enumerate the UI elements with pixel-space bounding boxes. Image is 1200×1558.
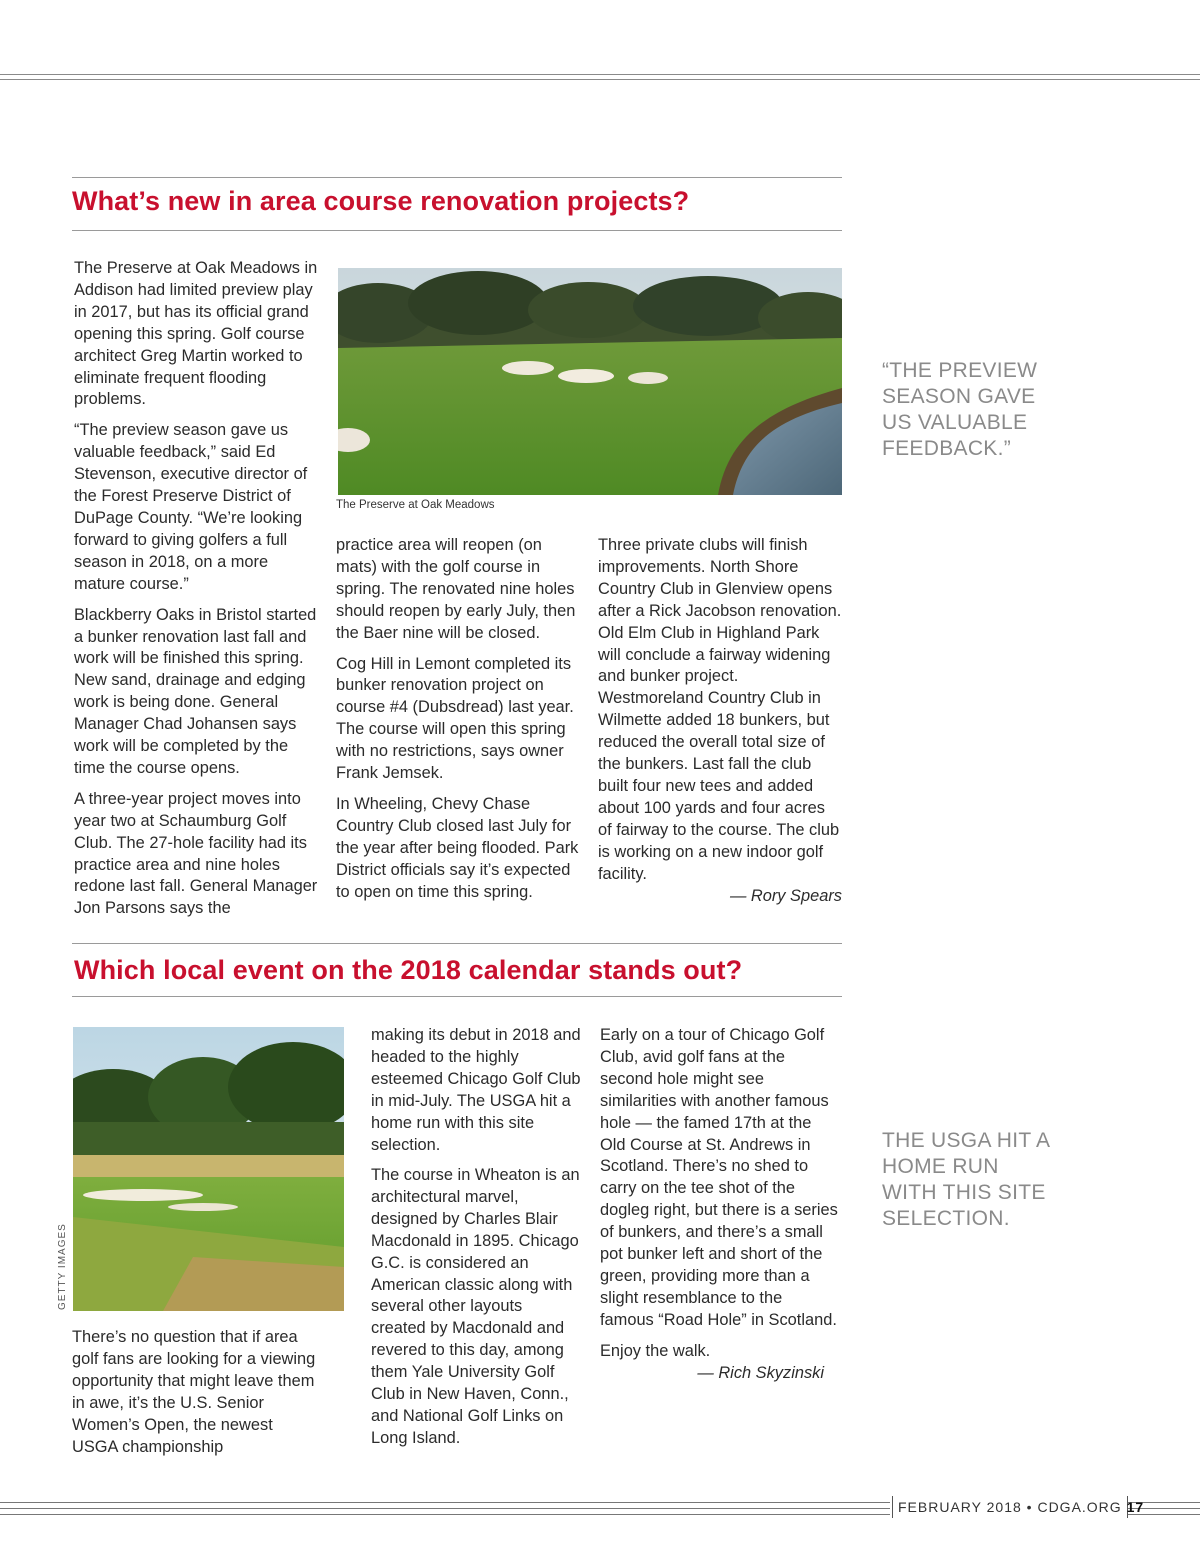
top-rule-secondary xyxy=(0,79,1200,80)
paragraph: making its debut in 2018 and headed to the highly esteemed Chicago Golf Club in mid-July. The USGA hit a home run with this site selection. xyxy=(371,1026,581,1154)
paragraph: Three private clubs will finish improvements. North Shore Country Club in Glenview opens after a Rick Jacobson renovation. Old Elm Club in Highland Park will conclude a fairway widening and bunker project. Westmoreland Country Club in Wilmette added 18 bunkers, but reduced the overall total size of the bunkers. Last fall the club built four new tees and added about 100 yards and four acres of fairway to the course. The club is working on a new indoor golf facility. xyxy=(598,536,842,883)
section1-top-rule xyxy=(72,177,842,178)
section2-heading-rule xyxy=(72,996,842,997)
author-signature: — Rich Skyzinski xyxy=(697,1363,824,1382)
photo-caption: The Preserve at Oak Meadows xyxy=(336,499,495,511)
footer-divider-left xyxy=(892,1496,893,1518)
paragraph-wrap xyxy=(336,1165,581,1450)
section2-heading: Which local event on the 2018 calendar stands out? xyxy=(74,955,743,985)
issue-date: FEBRUARY 2018 xyxy=(898,1499,1022,1515)
page-number: 17 xyxy=(1126,1499,1145,1515)
section2-column-2-cont xyxy=(336,1165,581,1450)
paragraph: Enjoy the walk. xyxy=(600,1341,711,1360)
section1-heading-rule xyxy=(72,230,842,231)
paragraph: Blackberry Oaks in Bristol started a bunker renovation last fall and work will be finished this spring. New sand, drainage and edging work is being done. General Manager Chad Johansen says work will be completed by the time the course opens. xyxy=(74,605,317,777)
site-name: CDGA.ORG xyxy=(1037,1499,1122,1515)
section1-heading: What’s new in area course renovation projects? xyxy=(72,186,690,216)
chicago-golf-club-photo xyxy=(73,1027,344,1311)
paragraph: Cog Hill in Lemont completed its bunker renovation project on course #4 (Dubsdread) last year. The course will open this spring with no restrictions, says owner Frank Jemsek. xyxy=(336,654,574,783)
section2-column-3 xyxy=(600,1025,840,1385)
paragraph: practice area will reopen (on mats) with the golf course in spring. The renovated nine holes should reopen by early July, then the Baer nine will be closed. xyxy=(336,536,576,642)
author-signature: — Rory Spears xyxy=(729,886,842,905)
top-rule xyxy=(0,74,1200,75)
paragraph: In Wheeling, Chevy Chase Country Club closed last July for the year after being flooded. Park District officials say it’s expected to open on time this spring. xyxy=(336,794,579,901)
paragraph: The Preserve at Oak Meadows in Addison had limited preview play in 2017, but has its official grand opening this spring. Golf course architect Greg Martin worked to eliminate frequent flooding problems. xyxy=(74,259,318,409)
paragraph: Early on a tour of Chicago Golf Club, avid golf fans at the second hole might see similarities with another famous hole — the famed 17th at the Old Course at St. Andrews in Scotland. There’s no shed to carry on the tee shot of the dogleg right, but there is a series of bunkers, and there’s a small pot bunker left and short of the green, providing more than a slight resemblance to the famous “Road Hole” in Scotland. xyxy=(600,1026,838,1329)
section2-column-2 xyxy=(371,1025,581,1165)
pull-quote: THE USGA HIT A HOME RUN WITH THIS SITE SELECTION. xyxy=(882,1129,1050,1230)
section2-column-1 xyxy=(72,1327,322,1467)
paragraph: “The preview season gave us valuable feedback,” said Ed Stevenson, executive director of the Forest Preserve District of DuPage County. “We’re looking forward to giving golfers a full season in 2018, on a more mature course.” xyxy=(74,421,308,593)
paragraph: The course in Wheaton is an architectural marvel, designed by Charles Blair Macdonald in 1895. Chicago G.C. is considered an American classic along with several other layouts created by Macdonald and revered to this day, among them Yale University Golf Club in New Haven, Conn., and National Golf Links on Long Island. xyxy=(371,1166,580,1447)
section1-column-3 xyxy=(598,535,842,907)
paragraph: There’s no question that if area golf fans are looking for a viewing opportunity that might leave them in awe, it’s the U.S. Senior Women’s Open, the newest USGA championship xyxy=(72,1328,316,1456)
photo-credit: GETTY IMAGES xyxy=(57,1223,68,1310)
bullet: • xyxy=(1026,1499,1033,1515)
pull-quote: “THE PREVIEW SEASON GAVE US VALUABLE FEEDBACK.” xyxy=(882,359,1038,460)
section2-top-rule xyxy=(72,943,842,944)
section1-column-2 xyxy=(336,535,582,913)
paragraph: A three-year project moves into year two at Schaumburg Golf Club. The 27-hole facility had its practice area and nine holes redone last fall. General Manager Jon Parsons says the xyxy=(74,789,318,918)
section1-column-1 xyxy=(74,258,322,929)
footer-folio xyxy=(898,1499,1144,1515)
oak-meadows-photo xyxy=(338,268,842,495)
